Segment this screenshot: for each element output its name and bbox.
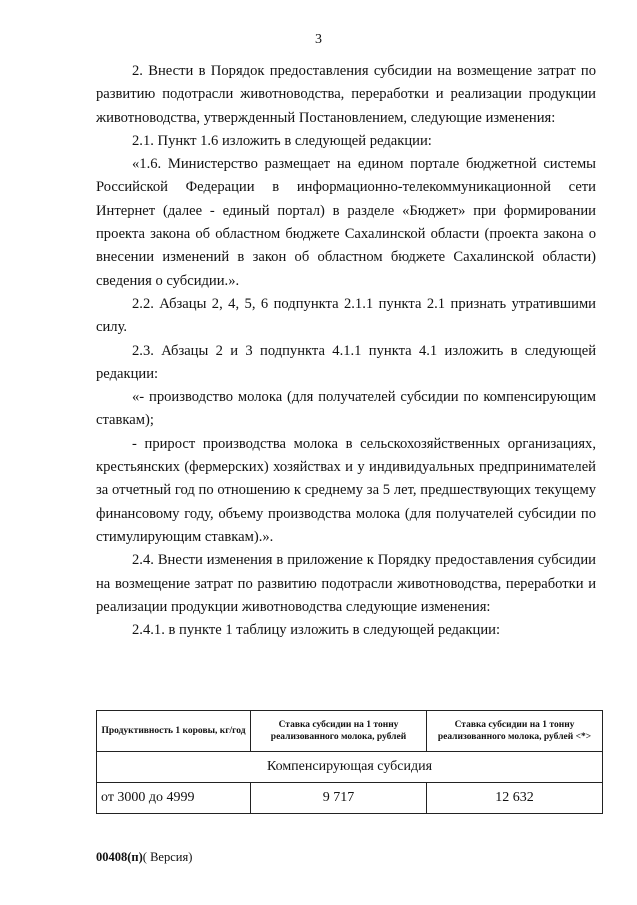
table-section-row xyxy=(97,752,603,783)
paragraph-milk-growth: - прирост производства молока в сельскохозяйственных организациях, крестьянских (фермерских) хозяйствах и у индивидуальных предпринимателей за отчетный год по отношению к среднему за 5 лет, предшествующих текущему финансовому году, объему производства молока (для получателей субсидии по стимулирующим ставкам).». xyxy=(96,435,596,545)
table-row xyxy=(97,783,603,814)
header-rate: Ставка субсидии на 1 тонну реализованного молока, рублей xyxy=(251,711,427,752)
paragraph-2-2: 2.2. Абзацы 2, 4, 5, 6 подпункта 2.1.1 пункта 2.1 признать утратившими силу. xyxy=(96,295,596,336)
document-body xyxy=(96,60,596,642)
footer-label: ( Версия) xyxy=(142,850,193,864)
table-header-row xyxy=(97,711,603,752)
paragraph-2-1: 2.1. Пункт 1.6 изложить в следующей редакции: xyxy=(132,132,432,149)
paragraph-2-3: 2.3. Абзацы 2 и 3 подпункта 4.1.1 пункта 4.1 изложить в следующей редакции: xyxy=(96,342,596,382)
paragraph-milk-production: «- производство молока (для получателей субсидии по компенсирующим ставкам); xyxy=(96,389,596,429)
section-label: Компенсирующая субсидия xyxy=(97,752,603,783)
header-productivity: Продуктивность 1 коровы, кг/год xyxy=(97,711,251,752)
cell-rate-asterisk: 12 632 xyxy=(427,783,603,814)
footer-code: 00408(п) xyxy=(96,850,143,864)
page-number: 3 xyxy=(315,32,322,47)
header-rate-asterisk: Ставка субсидии на 1 тонну реализованного молока, рублей <*> xyxy=(427,711,603,752)
paragraph-2: 2. Внести в Порядок предоставления субсидии на возмещение затрат по развитию подотрасли животноводства, переработки и реализации продукции животноводства, утвержденный Постановлением, следующие изменения: xyxy=(96,63,596,126)
paragraph-2-4: 2.4. Внести изменения в приложение к Порядку предоставления субсидии на возмещение затрат по развитию подотрасли животноводства, переработки и реализации продукции животноводства следующие изменения: xyxy=(96,552,596,615)
cell-rate: 9 717 xyxy=(251,783,427,814)
paragraph-2-4-1: 2.4.1. в пункте 1 таблицу изложить в следующей редакции: xyxy=(132,622,501,639)
subsidy-table xyxy=(96,710,603,814)
paragraph-1-6-quote: «1.6. Министерство размещает на едином портале бюджетной системы Российской Федерации в информационно-телекоммуникационной сети Интернет (далее - единый портал) в разделе «Бюджет» при формировании проекта закона об областном бюджете Сахалинской области (проекта закона о внесении изменений в закон об областном бюджете Сахалинской области) сведения о субсидии.». xyxy=(96,156,596,289)
footer xyxy=(96,850,192,865)
cell-productivity: от 3000 до 4999 xyxy=(97,783,251,814)
